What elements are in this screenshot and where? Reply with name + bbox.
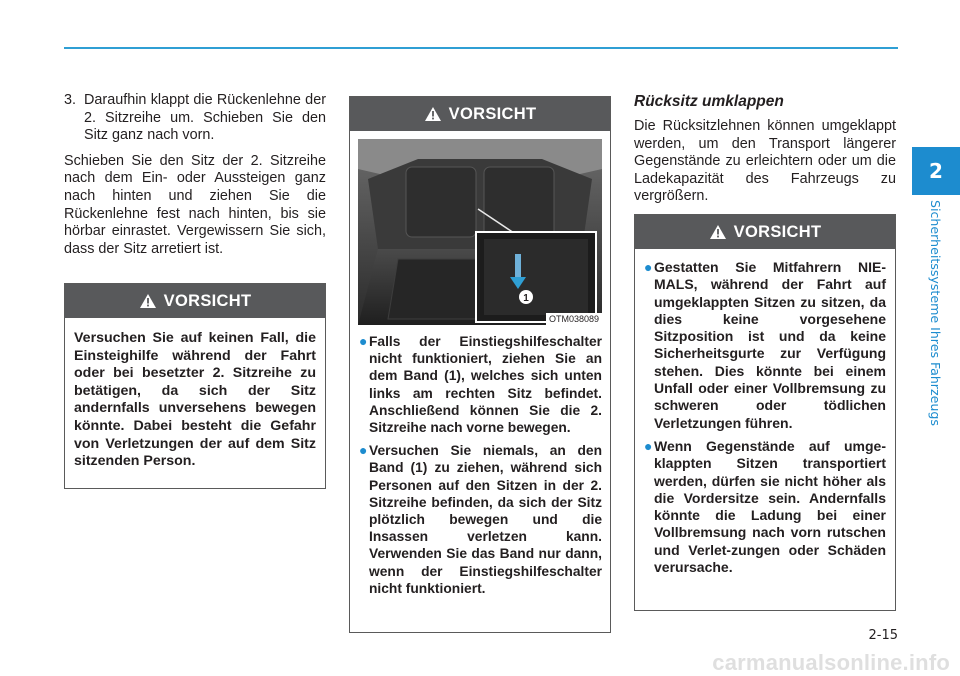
caution-header [635, 215, 895, 249]
caution-text: Versuchen Sie auf keinen Fall, die Einsteighilfe während der Fahrt oder bei besetzter 2. Sitzreihe zu betätigen, da sich der Sitz andernfalls unversehens bewegen könnte. Dabei besteht die Gefahr von Verletzungen der auf dem Sitz sitzenden Person. [74, 330, 316, 470]
body-paragraph: Schieben Sie den Sitz der 2. Sitzreihe nach dem Ein- oder Aussteigen ganz nach hinten und ziehen Sie die Rückenlehne fest nach hinten, bis sie hörbar einrastet. Vergewissern Sie sich, dass der Sitz arretiert ist. [64, 152, 326, 257]
caution-bullets [350, 325, 610, 611]
warning-icon [139, 293, 157, 309]
bullet-text: Gestatten Sie Mitfahrern NIE-MALS, während der Fahrt auf umgeklappten Sitzen zu sitzen, da dies keine vorgesehene Sitzposition ist und da keine Sicherheitsgurte zur Verfügung stehen. Dies könnte bei einem Unfall oder einer Vollbremsung zu schweren oder tödlichen Verletzungen führen. [654, 259, 886, 431]
section-text: Die Rücksitzlehnen können umgeklappt werden, um den Transport längerer Gegenstände zu erleichtern oder um die Ladekapazität des Fahrzeugs zu vergrößern. [634, 118, 896, 205]
section-title: Rücksitz umklappen [634, 93, 784, 110]
step-text: Daraufhin klappt die Rückenlehne der 2. Sitzreihe um. Schieben Sie den Sitz ganz nach vorn. [84, 92, 326, 144]
caution-box-3 [634, 214, 896, 611]
cargo-area-illustration [358, 139, 602, 325]
list-item [644, 438, 886, 576]
chapter-tab: 2 [912, 147, 960, 195]
bullet-text: Wenn Gegenstände auf umge-klappten Sitzen transportiert werden, dürfen sie nicht höher als die Vordersitze sein. Andernfalls könnte die Ladung bei einer Vollbremsung nach vorn rutschen und Verlet-zungen oder Schäden verursache. [654, 437, 886, 576]
step-3 [64, 92, 326, 145]
bullet-text: Versuchen Sie niemals, an den Band (1) zu ziehen, während sich Personen auf den Sitzen in der 2. Sitzreihe befinden, da sich der Sitz plötzlich bewegen und die Insassen verletzen kann. Verwenden Sie das Band nur dann, wenn der Einstiegshilfeschalter nicht funktioniert. [369, 443, 602, 596]
caution-title: VORSICHT [448, 104, 537, 123]
caution-box-2 [349, 96, 611, 633]
bullet-icon: ● [644, 437, 653, 454]
caution-bullets [635, 249, 895, 590]
caution-title: VORSICHT [163, 291, 252, 310]
bullet-icon: ● [644, 259, 653, 275]
chapter-title: Sicherheitssysteme Ihres Fahrzeugs [928, 200, 943, 426]
caution-header [350, 97, 610, 131]
column-3 [634, 92, 896, 206]
callout-1: 1 [523, 293, 529, 304]
bullet-text: Falls der Einstiegshilfeschalter nicht funktioniert, ziehen Sie an dem Band (1), welches sich unten links am rechten Sitz befindet. Anschließend können Sie die 2. Sitzreihe nach vorne bewegen. [369, 334, 602, 436]
list-item [359, 333, 602, 436]
caution-box-1 [64, 283, 326, 489]
top-rule [64, 47, 898, 49]
image-label: OTM038089 [546, 313, 602, 325]
list-item [359, 442, 602, 597]
step-number: 3. [64, 92, 77, 108]
warning-icon [424, 106, 442, 122]
caution-title: VORSICHT [733, 222, 822, 241]
caution-header [65, 284, 325, 318]
watermark: carmanualsonline.info [712, 650, 950, 675]
column-1 [64, 92, 326, 258]
bullet-icon: ● [359, 333, 368, 349]
list-item [644, 259, 886, 432]
page-number: 2-15 [868, 628, 898, 643]
cargo-area-photo [358, 139, 602, 325]
warning-icon [709, 224, 727, 240]
bullet-icon: ● [359, 442, 368, 459]
